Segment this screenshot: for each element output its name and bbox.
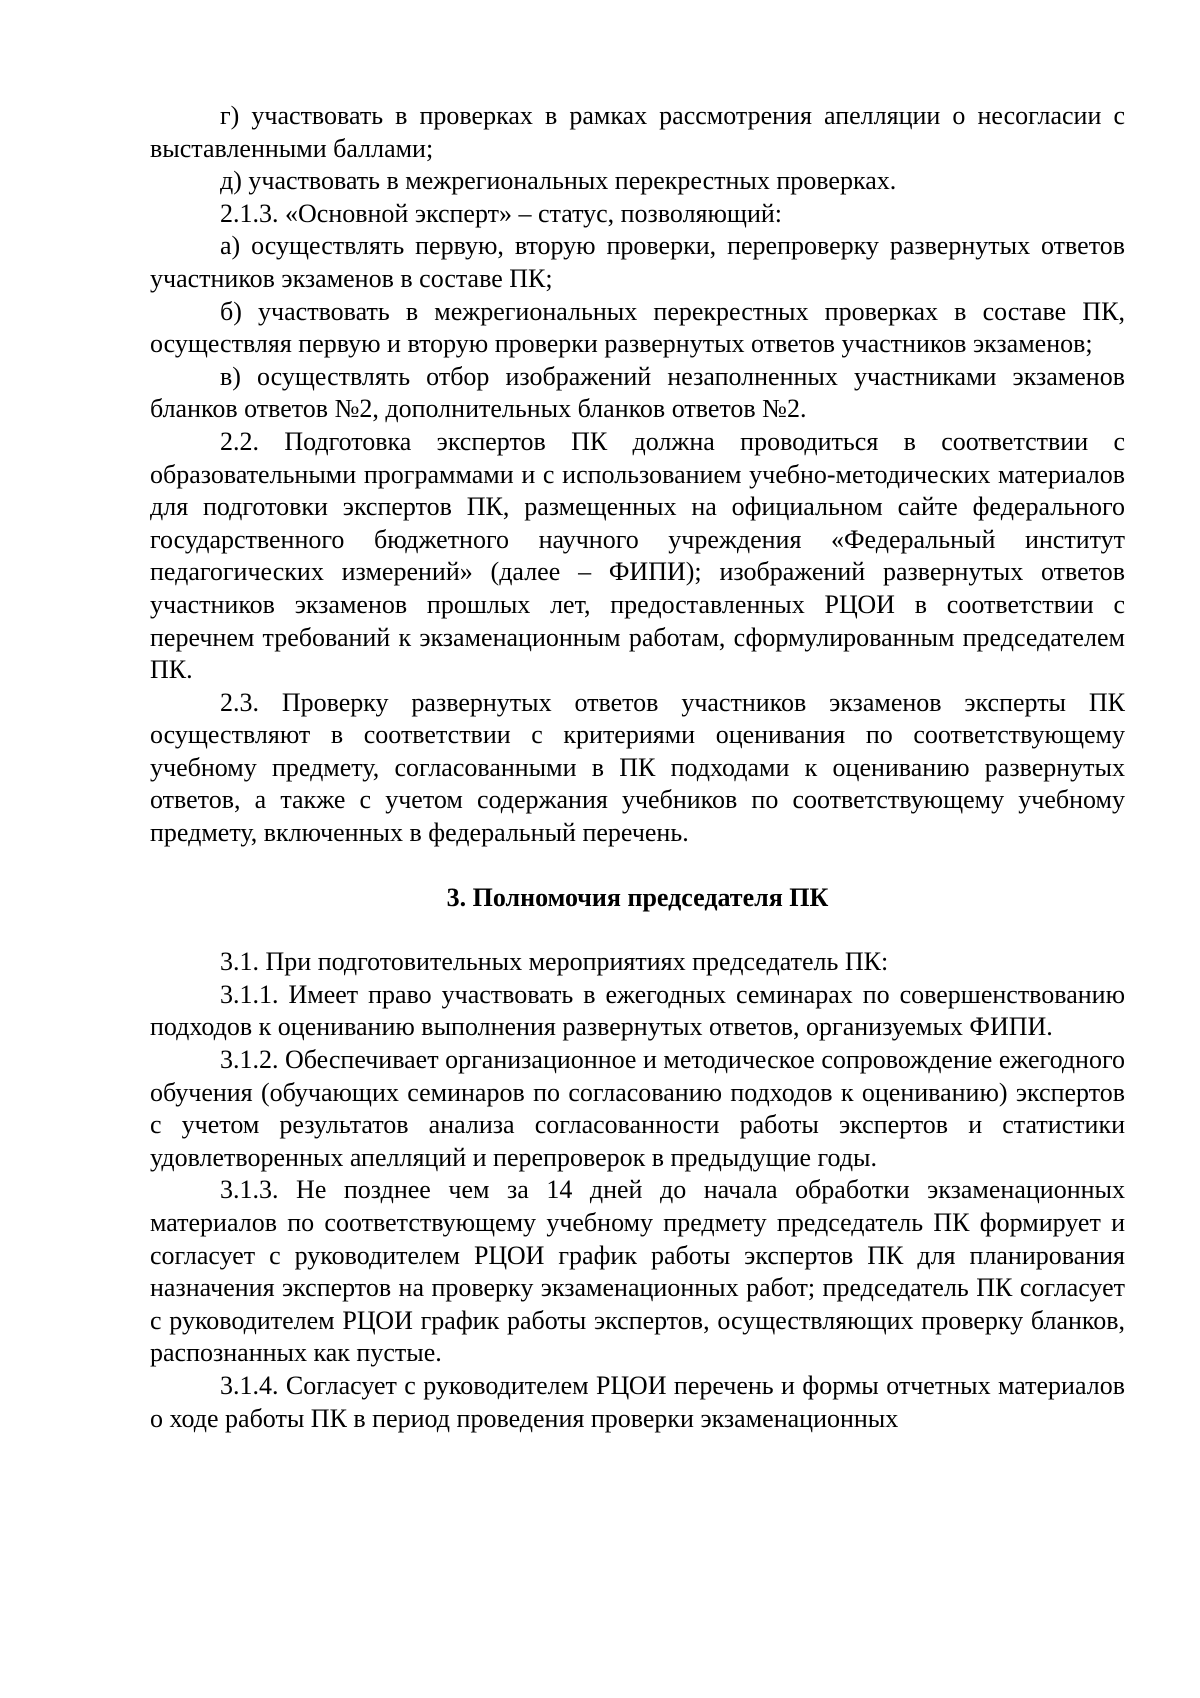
paragraph-2-2: 2.2. Подготовка экспертов ПК должна проводиться в соответствии с образовательными программами и с использованием учебно-методических материалов для подготовки экспертов ПК, размещенных на официальном сайте федерального государственного бюджетного научного учреждения «Федеральный институт педагогических измерений» (далее – ФИПИ); изображений развернутых ответов участников экзаменов прошлых лет, предоставленных РЦОИ в соответствии с перечнем требований к экзаменационным работам, сформулированным председателем ПК.: [150, 426, 1125, 685]
paragraph-item-a: а) осуществлять первую, вторую проверки, перепроверку развернутых ответов участников экзаменов в составе ПК;: [150, 231, 1125, 293]
paragraph-item-g: г) участвовать в проверках в рамках рассмотрения апелляции о несогласии с выставленными баллами;: [150, 101, 1125, 163]
spacer: [150, 914, 1125, 946]
paragraph-3-1-3: 3.1.3. Не позднее чем за 14 дней до начала обработки экзаменационных материалов по соответствующему учебному предмету председатель ПК формирует и согласует с руководителем РЦОИ график работы экспертов ПК для планирования назначения экспертов на проверку экзаменационных работ; председатель ПК согласует с руководителем РЦОИ график работы экспертов, осуществляющих проверку бланков, распознанных как пустые.: [150, 1175, 1125, 1368]
paragraph-3-1-4: 3.1.4. Согласует с руководителем РЦОИ перечень и формы отчетных материалов о ходе работы ПК в период проведения проверки экзаменационных: [150, 1370, 1125, 1433]
paragraph-item-v: в) осуществлять отбор изображений незаполненных участниками экзаменов бланков ответов №2, дополнительных бланков ответов №2.: [150, 361, 1125, 424]
section-heading: 3. Полномочия председателя ПК: [446, 882, 829, 912]
paragraph-item-b: б) участвовать в межрегиональных перекрестных проверках в составе ПК, осуществляя первую и вторую проверки развернутых ответов участников экзаменов;: [150, 296, 1125, 359]
paragraph-3-1-2: 3.1.2. Обеспечивает организационное и методическое сопровождение ежегодного обучения (обучающих семинаров по согласованию подходов к оцениванию) экспертов с учетом результатов анализа согласованности работы экспертов и статистики удовлетворенных апелляций и перепроверок в предыдущие годы.: [150, 1045, 1125, 1172]
paragraph-item-d: д) участвовать в межрегиональных перекрестных проверках.: [220, 166, 897, 196]
paragraph-2-1-3: 2.1.3. «Основной эксперт» – статус, позволяющий:: [220, 198, 783, 228]
paragraph-2-3: 2.3. Проверку развернутых ответов участников экзаменов эксперты ПК осуществляют в соответствии с критериями оценивания по соответствующему учебному предмету, согласованными в ПК подходами к оцениванию развернутых ответов, а также с учетом содержания учебников по соответствующему учебному предмету, включенных в федеральный перечень.: [150, 687, 1125, 848]
document-page: [150, 100, 1125, 1435]
paragraph-3-1: 3.1. При подготовительных мероприятиях председатель ПК:: [220, 947, 889, 977]
spacer: [150, 850, 1125, 882]
paragraph-3-1-1: 3.1.1. Имеет право участвовать в ежегодных семинарах по совершенствованию подходов к оцениванию выполнения развернутых ответов, организуемых ФИПИ.: [150, 979, 1125, 1042]
